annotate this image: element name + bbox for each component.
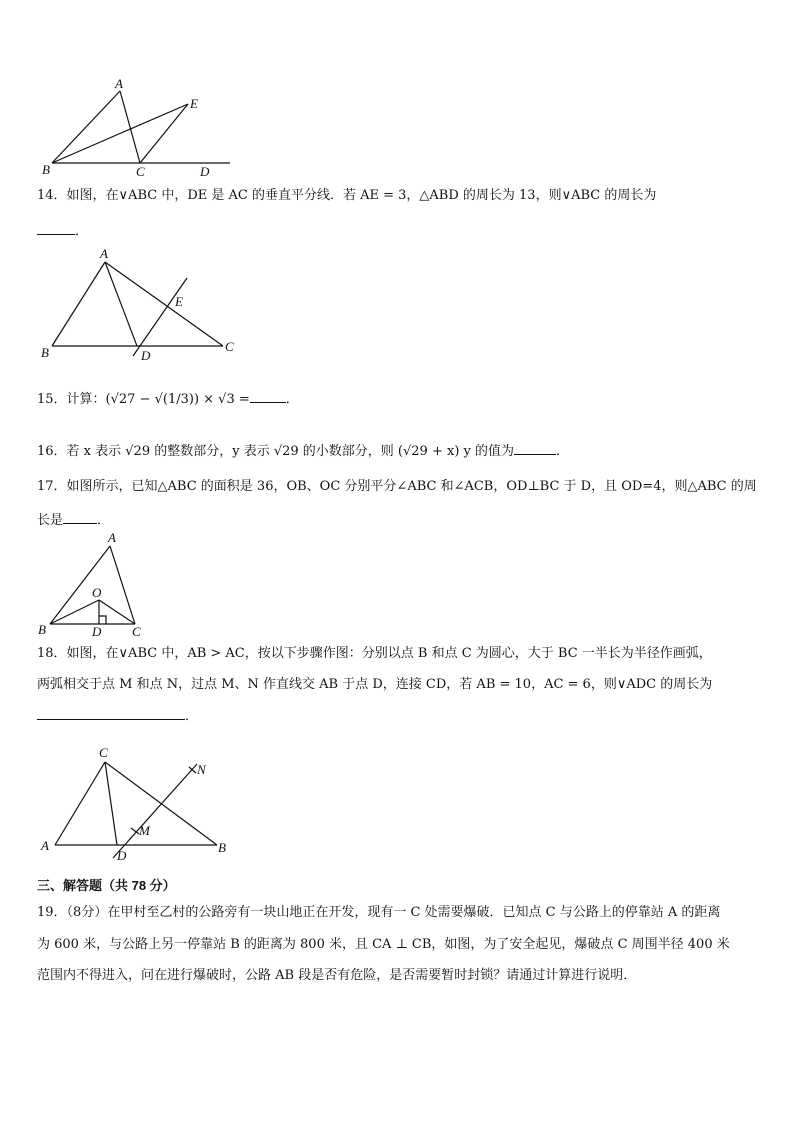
question-19-line2: 为 600 米，与公路上另一停靠站 B 的距离为 800 米，且 CA ⊥ CB，如图，为了安全起见，爆破点 C 周围半径 400 米 (37, 937, 730, 952)
question-15-text: 15．计算：(√27 − √(1/3)) × √3 = (37, 392, 250, 407)
figure-q17 (35, 530, 145, 640)
answer-blank (37, 220, 75, 235)
fig18-label-b: B (218, 840, 226, 855)
question-17-line2 (37, 509, 110, 531)
figure-q18 (35, 742, 235, 864)
end-mark: ． (75, 224, 89, 239)
fig14-label-e: E (175, 294, 183, 309)
end-mark: ． (185, 709, 199, 724)
question-16-text: 16．若 x 表示 √29 的整数部分，y 表示 √29 的小数部分，则 (√29 + x) y 的值为 (37, 444, 514, 459)
question-18-line2: 两弧相交于点 M 和点 N，过点 M、N 作直线交 AB 于点 D，连接 CD，若 AB = 10，AC = 6，则∨ADC 的周长为 (37, 677, 713, 692)
question-18-line1: 18．如图，在∨ABC 中，AB > AC，按以下步骤作图：分别以点 B 和点 C 为圆心，大于 BC 一半长为半径作画弧， (37, 646, 712, 661)
fig14-label-c: C (225, 339, 234, 354)
answer-blank (37, 705, 185, 720)
fig17-label-b: B (38, 622, 46, 637)
fig17-label-a: A (108, 530, 116, 545)
fig13-label-d: D (200, 164, 210, 179)
end-mark: ． (97, 513, 111, 528)
fig18-label-a: A (41, 838, 49, 853)
fig14-label-a: A (100, 246, 108, 261)
fig17-label-d: D (92, 624, 102, 639)
fig13-label-b: B (42, 162, 50, 177)
fig18-label-m: M (139, 823, 150, 838)
question-14-line2 (37, 220, 88, 242)
question-18-line3 (37, 705, 198, 727)
fig14-label-d: D (141, 348, 151, 363)
answer-blank (514, 440, 556, 455)
question-19-line3: 范围内不得进入，问在进行爆破时，公路 AB 段是否有危险，是否需要暂时封锁？请通过计算进行说明． (37, 968, 637, 983)
end-mark: ． (556, 444, 570, 459)
fig18-label-c: C (99, 745, 108, 760)
section-heading: 三、解答题（共 78 分） (37, 878, 176, 893)
fig13-label-c: C (136, 164, 145, 179)
answer-blank (250, 388, 286, 403)
question-15 (37, 388, 299, 410)
fig14-label-b: B (41, 345, 49, 360)
fig17-label-c: C (132, 624, 141, 639)
figure-q13 (30, 75, 230, 180)
fig18-label-n: N (197, 762, 206, 777)
question-16 (37, 440, 569, 462)
fig13-label-e: E (190, 96, 198, 111)
question-19-line1: 19．（8分）在甲村至乙村的公路旁有一块山地正在开发，现有一 C 处需要爆破．已知点 C 与公路上的停靠站 A 的距离 (37, 905, 721, 920)
fig13-label-a: A (115, 76, 123, 91)
answer-blank (63, 509, 97, 524)
end-mark: ． (285, 392, 299, 407)
question-17-text: 长是 (37, 513, 64, 528)
fig17-label-o: O (92, 585, 102, 600)
question-14-line1: 14．如图，在∨ABC 中，DE 是 AC 的垂直平分线．若 AE = 3，△ABD 的周长为 13，则∨ABC 的周长为 (37, 188, 657, 203)
fig18-label-d: D (117, 848, 127, 863)
question-17-line1: 17．如图所示，已知△ABC 的面积是 36，OB、OC 分别平分∠ABC 和∠ACB，OD⊥BC 于 D，且 OD=4，则△ABC 的周 (37, 479, 757, 494)
figure-q14 (35, 244, 245, 364)
